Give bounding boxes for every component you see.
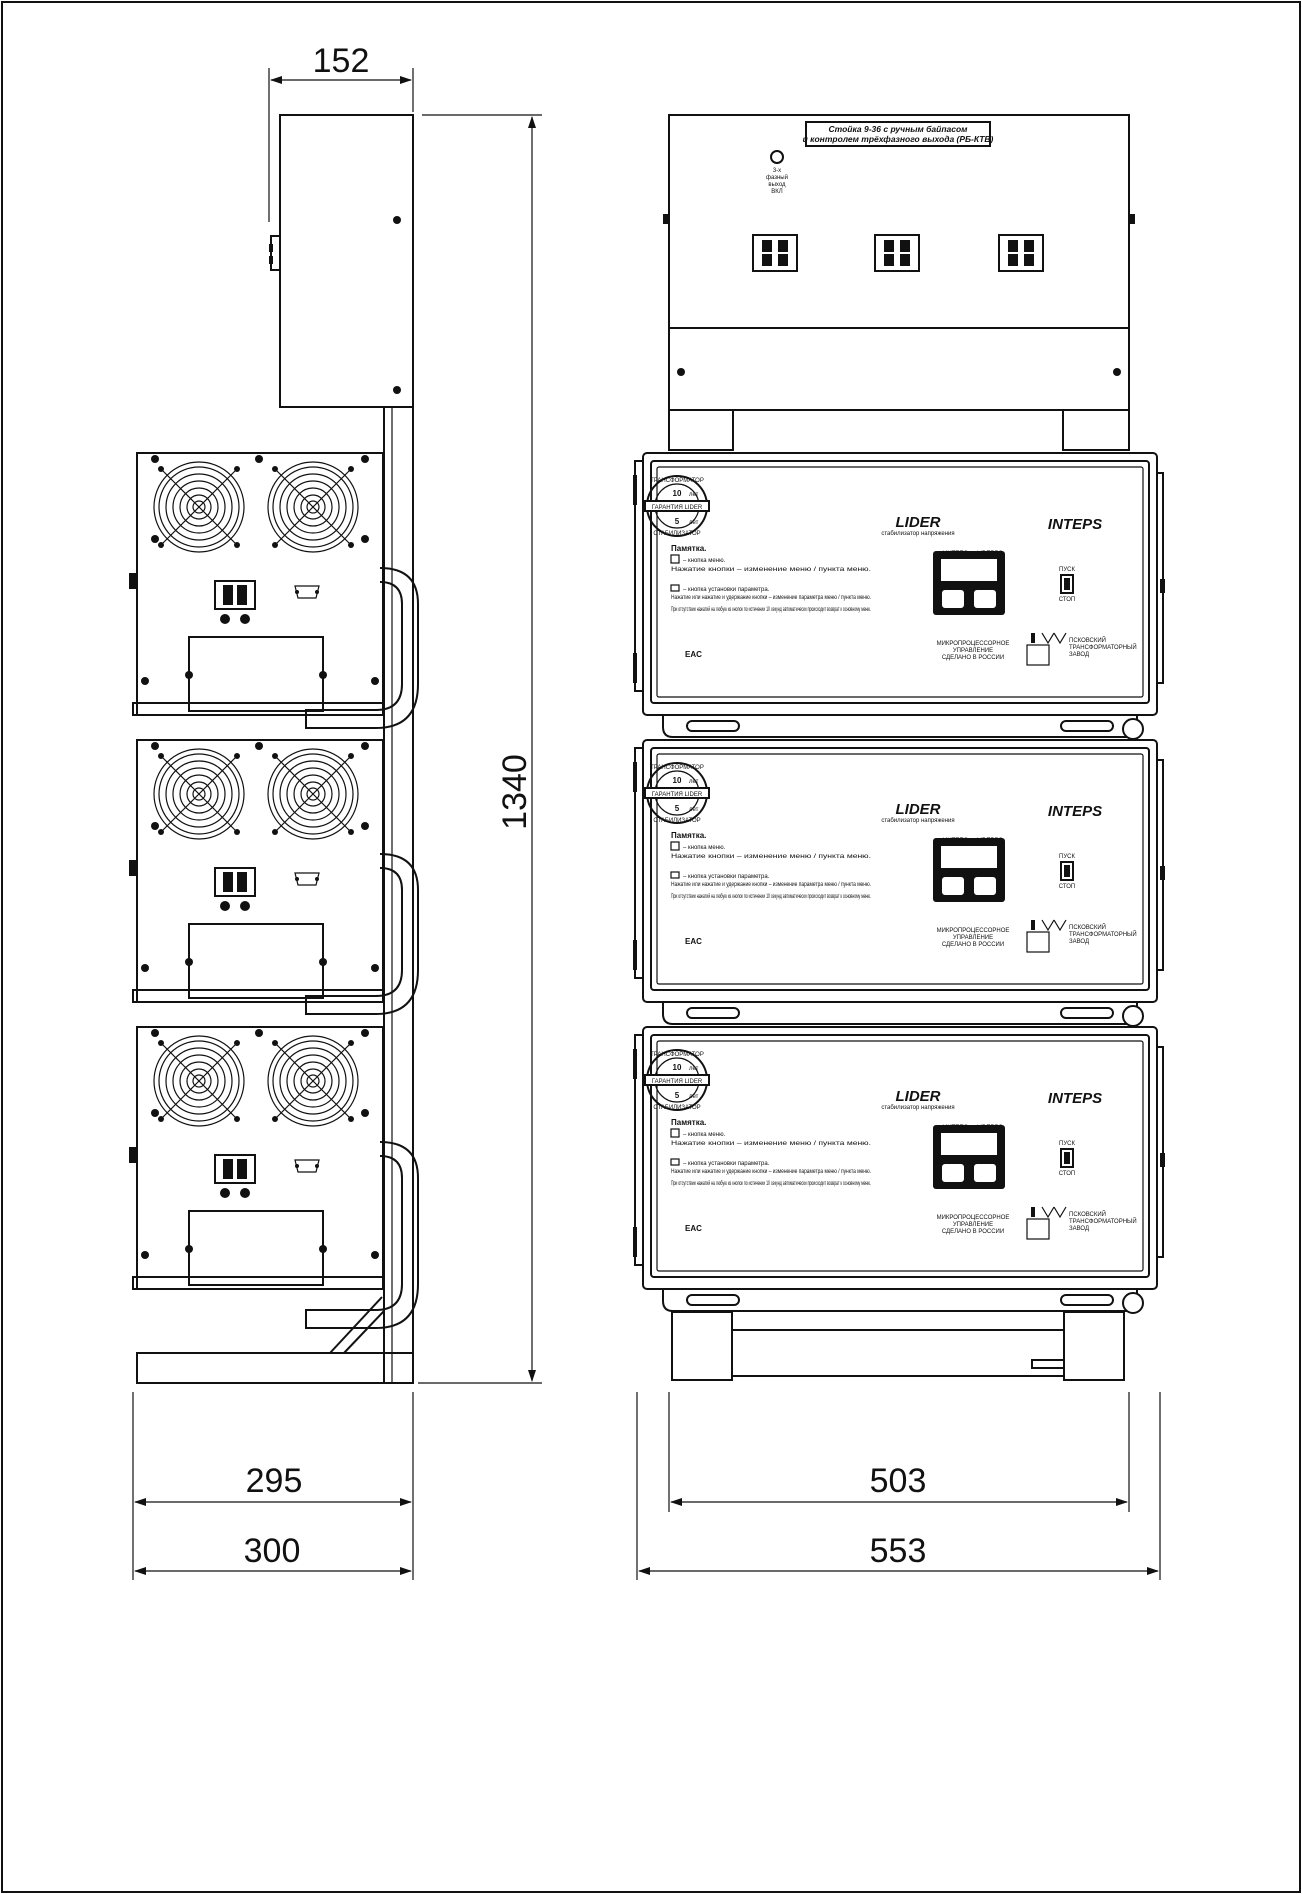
- inteps-logo: INTEPS: [1047, 516, 1103, 533]
- switch-label-start: ПУСК: [1059, 854, 1075, 860]
- micro-label: УПРАВЛЕНИЕ: [952, 648, 994, 654]
- switch-label-stop: СТОП: [1058, 597, 1076, 603]
- dimension-side-300: [135, 1532, 411, 1571]
- bypass-unit-side: [280, 115, 413, 407]
- dimension-top-width: [269, 42, 413, 222]
- factory-label: ЗАВОД: [1069, 939, 1090, 945]
- warranty-ring-bottom: СТАБИЛИЗАТОР: [653, 531, 701, 537]
- warranty-ring-top: ТРАНСФОРМАТОР: [650, 765, 704, 771]
- bypass-unit-front: [669, 115, 1129, 410]
- bypass-breaker[interactable]: [999, 235, 1043, 271]
- memo-line: – кнопка меню.: [683, 1132, 726, 1138]
- micro-label: СДЕЛАНО В РОССИИ: [941, 1229, 1005, 1235]
- switch-label-stop: СТОП: [1058, 1171, 1076, 1177]
- indicator-label: фазный: [766, 175, 788, 181]
- factory-label: ПСКОВСКИЙ: [1069, 1212, 1106, 1218]
- bypass-breaker[interactable]: [875, 235, 919, 271]
- side-view: [129, 115, 418, 1383]
- memo-line: Нажатие кнопки – изменение меню / пункта меню.: [671, 567, 872, 573]
- warranty-unit-top: лет: [689, 1066, 699, 1072]
- micro-label: МИКРОПРОЦЕССОРНОЕ: [936, 1215, 1010, 1221]
- factory-label: ПСКОВСКИЙ: [1069, 638, 1106, 644]
- micro-label: СДЕЛАНО В РОССИИ: [941, 942, 1005, 948]
- dim-503: 503: [869, 1462, 927, 1500]
- factory-label: ПСКОВСКИЙ: [1069, 925, 1106, 931]
- eac-mark: EAC: [685, 650, 702, 659]
- micro-label: МИКРОПРОЦЕССОРНОЕ: [936, 641, 1010, 647]
- lider-logo: LIDER: [895, 514, 941, 531]
- warranty-years-top: 10: [672, 1063, 682, 1072]
- inteps-logo: INTEPS: [1047, 1090, 1103, 1107]
- warranty-unit-top: лет: [689, 492, 699, 498]
- micro-label: СДЕЛАНО В РОССИИ: [941, 655, 1005, 661]
- inteps-logo: INTEPS: [1047, 803, 1103, 820]
- warranty-years-bottom: 5: [674, 517, 680, 526]
- warranty-ring-bottom: СТАБИЛИЗАТОР: [653, 1105, 701, 1111]
- dim-295: 295: [245, 1462, 303, 1500]
- warranty-years-top: 10: [672, 489, 682, 498]
- display-brand: ИНТЕПС: [943, 551, 968, 557]
- warranty-years-bottom: 5: [674, 1091, 680, 1100]
- stabilizer-module: [633, 740, 1165, 1026]
- memo-title: Памятка.: [671, 831, 707, 840]
- memo-line: При отсутствии нажатий на любую из кнопок по истечении 10 секунд автоматически происходит возврат к основному меню.: [671, 894, 1018, 900]
- micro-label: МИКРОПРОЦЕССОРНОЕ: [936, 928, 1010, 934]
- eac-mark: EAC: [685, 937, 702, 946]
- lider-logo: LIDER: [895, 801, 941, 818]
- indicator-label: выход: [768, 182, 786, 188]
- warranty-years-top: 10: [672, 776, 682, 785]
- warranty-unit-top: лет: [689, 779, 699, 785]
- dimension-height: [418, 115, 542, 1383]
- factory-label: ТРАНСФОРМАТОРНЫЙ: [1069, 1219, 1137, 1225]
- factory-label: ЗАВОД: [1069, 652, 1090, 658]
- stabilizer-module: [633, 453, 1165, 739]
- warranty-unit-bottom: лет: [689, 1094, 699, 1100]
- memo-line: Нажатие или нажатие и удержание кнопки – изменение параметра меню / пункта меню.: [671, 882, 872, 888]
- memo-line: При отсутствии нажатий на любую из кнопок по истечении 10 секунд автоматически происходит возврат к основному меню.: [671, 607, 1018, 613]
- display-brand: ИНТЕПС: [943, 838, 968, 844]
- plate-line1: Стойка 9-36 с ручным байпасом: [828, 124, 968, 134]
- factory-label: ЗАВОД: [1069, 1226, 1090, 1232]
- memo-line: – кнопка установки параметра.: [683, 1161, 770, 1167]
- memo-line: Нажатие кнопки – изменение меню / пункта меню.: [671, 854, 872, 860]
- micro-label: УПРАВЛЕНИЕ: [952, 1222, 994, 1228]
- memo-line: При отсутствии нажатий на любую из кнопок по истечении 10 секунд автоматически происходит возврат к основному меню.: [671, 1181, 1018, 1187]
- dim-1340: 1340: [496, 754, 534, 830]
- dim-553: 553: [869, 1532, 927, 1570]
- warranty-ribbon: ГАРАНТИЯ LIDER: [651, 792, 703, 798]
- memo-line: Нажатие или нажатие и удержание кнопки – изменение параметра меню / пункта меню.: [671, 595, 872, 601]
- warranty-unit-bottom: лет: [689, 520, 699, 526]
- lider-tagline: стабилизатор напряжения: [881, 1105, 955, 1111]
- factory-label: ТРАНСФОРМАТОРНЫЙ: [1069, 645, 1137, 651]
- warranty-ring-top: ТРАНСФОРМАТОР: [650, 478, 704, 484]
- display-model: LIDERPS: [977, 551, 1003, 557]
- micro-label: УПРАВЛЕНИЕ: [952, 935, 994, 941]
- display-brand: ИНТЕПС: [943, 1125, 968, 1131]
- plate-line2: и контролем трёхфазного выхода (РБ-КТВ): [802, 134, 994, 144]
- display-model: LIDERPS: [977, 838, 1003, 844]
- bypass-breaker[interactable]: [753, 235, 797, 271]
- rack-post: [384, 407, 413, 1383]
- memo-line: – кнопка установки параметра.: [683, 874, 770, 880]
- display-model: LIDERPS: [977, 1125, 1003, 1131]
- warranty-ring-top: ТРАНСФОРМАТОР: [650, 1052, 704, 1058]
- switch-label-stop: СТОП: [1058, 884, 1076, 890]
- switch-label-start: ПУСК: [1059, 1141, 1075, 1147]
- indicator-label: 3-х: [772, 168, 782, 174]
- warranty-ribbon: ГАРАНТИЯ LIDER: [651, 1079, 703, 1085]
- lider-tagline: стабилизатор напряжения: [881, 818, 955, 824]
- phase-indicator-lamp: [771, 151, 783, 163]
- dim-300: 300: [243, 1532, 301, 1570]
- memo-title: Памятка.: [671, 544, 707, 553]
- lider-tagline: стабилизатор напряжения: [881, 531, 955, 537]
- rack-base: [137, 1353, 413, 1383]
- factory-label: ТРАНСФОРМАТОРНЫЙ: [1069, 932, 1137, 938]
- memo-line: Нажатие или нажатие и удержание кнопки – изменение параметра меню / пункта меню.: [671, 1169, 872, 1175]
- eac-mark: EAC: [685, 1224, 702, 1233]
- lider-logo: LIDER: [895, 1088, 941, 1105]
- memo-line: – кнопка установки параметра.: [683, 587, 770, 593]
- memo-line: – кнопка меню.: [683, 845, 726, 851]
- warranty-ribbon: ГАРАНТИЯ LIDER: [651, 505, 703, 511]
- memo-line: Нажатие кнопки – изменение меню / пункта меню.: [671, 1141, 872, 1147]
- indicator-label: ВКЛ: [771, 189, 783, 195]
- warranty-ring-bottom: СТАБИЛИЗАТОР: [653, 818, 701, 824]
- dimension-front-503: [669, 1392, 1129, 1512]
- memo-line: – кнопка меню.: [683, 558, 726, 564]
- stabilizer-module: [633, 1027, 1165, 1313]
- warranty-unit-bottom: лет: [689, 807, 699, 813]
- dim-152: 152: [312, 42, 370, 80]
- memo-title: Памятка.: [671, 1118, 707, 1127]
- warranty-years-bottom: 5: [674, 804, 680, 813]
- switch-label-start: ПУСК: [1059, 567, 1075, 573]
